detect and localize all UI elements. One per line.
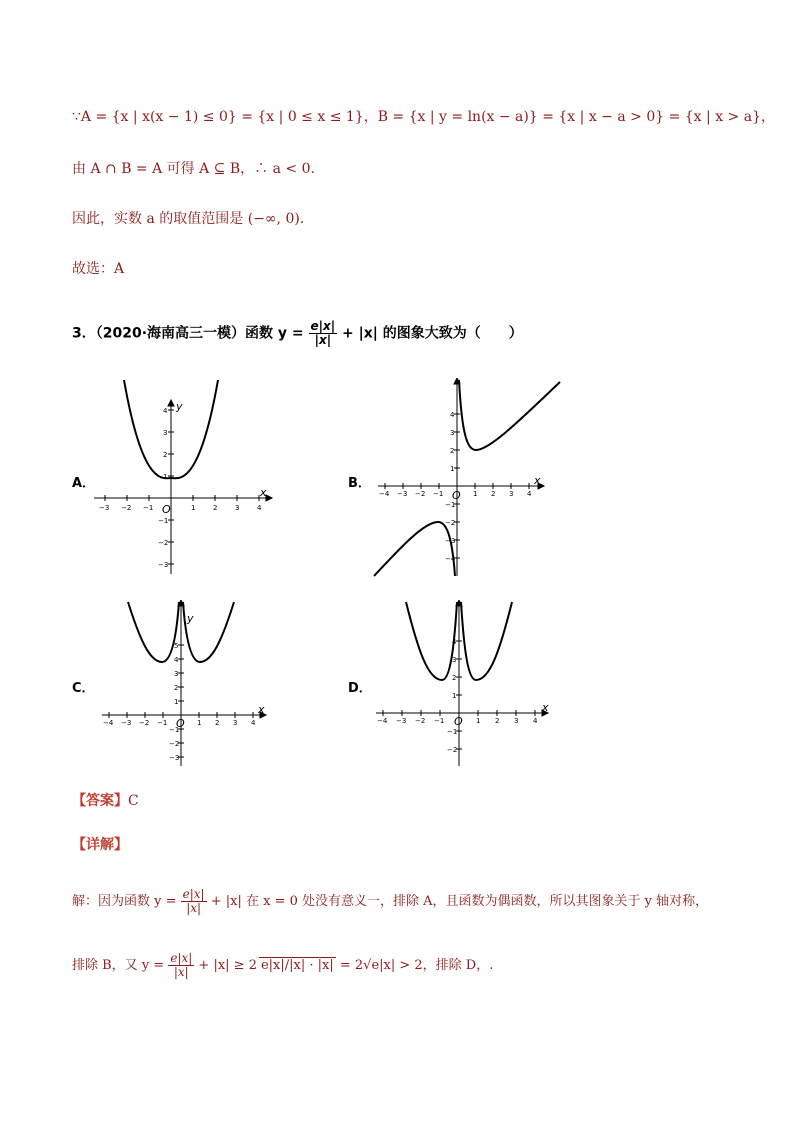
svg-text:2: 2 bbox=[213, 504, 218, 512]
svg-text:1: 1 bbox=[450, 465, 455, 473]
x-axis-label: x bbox=[260, 486, 267, 499]
svg-text:−2: −2 bbox=[121, 504, 132, 512]
option-c-label: C． bbox=[72, 681, 95, 696]
option-b-label: B． bbox=[348, 476, 371, 491]
detail-line-1-prefix: 解：因为函数 y = bbox=[72, 894, 181, 910]
svg-text:−3: −3 bbox=[169, 754, 180, 762]
svg-text:−2: −2 bbox=[415, 490, 426, 498]
svg-text:−1: −1 bbox=[447, 728, 458, 736]
x-axis-label: x bbox=[258, 703, 265, 716]
svg-text:2: 2 bbox=[495, 717, 500, 725]
fraction-denominator: |x| bbox=[186, 901, 202, 916]
answer-value: C bbox=[128, 793, 139, 809]
svg-text:3: 3 bbox=[235, 504, 240, 512]
svg-text:−4: −4 bbox=[377, 717, 388, 725]
answer-tag: 【答案】 bbox=[72, 793, 128, 809]
svg-text:3: 3 bbox=[233, 719, 238, 727]
origin-label: O bbox=[454, 715, 463, 728]
curve-right bbox=[183, 602, 234, 662]
svg-text:−1: −1 bbox=[434, 717, 445, 725]
svg-text:−4: −4 bbox=[103, 719, 114, 727]
curve-left bbox=[374, 522, 455, 576]
svg-text:−2: −2 bbox=[158, 539, 169, 547]
graph-option-d bbox=[372, 600, 562, 770]
svg-text:−4: −4 bbox=[445, 555, 456, 563]
svg-text:−1: −1 bbox=[157, 719, 168, 727]
svg-text:1: 1 bbox=[191, 504, 196, 512]
fraction-numerator: e|x| bbox=[182, 887, 205, 901]
svg-text:3: 3 bbox=[450, 429, 455, 437]
svg-text:−2: −2 bbox=[415, 717, 426, 725]
svg-text:−4: −4 bbox=[379, 490, 390, 498]
svg-text:−1: −1 bbox=[433, 490, 444, 498]
question-text-suffix: + |x| 的图象大致为（ ） bbox=[337, 325, 523, 342]
curve-left bbox=[128, 602, 179, 662]
svg-text:4: 4 bbox=[163, 407, 168, 415]
svg-text:2: 2 bbox=[215, 719, 220, 727]
detail-line-2-suffix: = 2√e|x| > 2，排除 D，. bbox=[335, 958, 494, 974]
svg-text:3: 3 bbox=[163, 429, 168, 437]
curve-left bbox=[406, 602, 457, 680]
detail-line-2 bbox=[72, 952, 493, 979]
svg-text:5: 5 bbox=[174, 642, 179, 650]
svg-text:−1: −1 bbox=[158, 517, 169, 525]
x-axis-label: x bbox=[542, 701, 549, 714]
svg-text:4: 4 bbox=[452, 638, 457, 646]
svg-text:4: 4 bbox=[527, 490, 532, 498]
graph-option-b bbox=[372, 378, 562, 578]
detail-sqrt-term: e|x|/|x| · |x| bbox=[260, 958, 334, 974]
svg-text:2: 2 bbox=[163, 451, 168, 459]
question-fraction bbox=[309, 320, 338, 347]
svg-text:3: 3 bbox=[514, 717, 519, 725]
fraction-denominator: |x| bbox=[173, 965, 189, 980]
detail-fraction-2 bbox=[168, 952, 194, 979]
svg-text:2: 2 bbox=[491, 490, 496, 498]
svg-text:3: 3 bbox=[509, 490, 514, 498]
svg-text:−3: −3 bbox=[99, 504, 110, 512]
solution-line-2: 由 A ∩ B = A 可得 A ⊆ B，∴ a < 0. bbox=[72, 161, 315, 177]
detail-line-1 bbox=[72, 888, 708, 915]
detail-tag: 【详解】 bbox=[72, 837, 128, 853]
svg-text:4: 4 bbox=[450, 411, 455, 419]
svg-text:−3: −3 bbox=[445, 537, 456, 545]
svg-text:4: 4 bbox=[257, 504, 262, 512]
fraction-denominator: |x| bbox=[314, 333, 332, 348]
svg-text:1: 1 bbox=[174, 698, 179, 706]
answer-line bbox=[72, 790, 139, 810]
svg-text:−1: −1 bbox=[445, 501, 456, 509]
question-text-prefix: 函数 y = bbox=[245, 325, 309, 342]
svg-text:1: 1 bbox=[163, 473, 168, 481]
svg-text:−3: −3 bbox=[397, 490, 408, 498]
origin-label: O bbox=[176, 717, 185, 730]
svg-text:4: 4 bbox=[251, 719, 256, 727]
svg-text:4: 4 bbox=[533, 717, 538, 725]
svg-text:−2: −2 bbox=[139, 719, 150, 727]
x-axis-arrow bbox=[266, 495, 272, 501]
x-axis-label: x bbox=[534, 474, 541, 487]
graph-option-a bbox=[88, 378, 278, 578]
origin-label: O bbox=[452, 489, 461, 502]
svg-text:−3: −3 bbox=[396, 717, 407, 725]
svg-text:3: 3 bbox=[174, 670, 179, 678]
svg-text:−3: −3 bbox=[158, 561, 169, 569]
question-stem bbox=[72, 320, 523, 347]
svg-text:2: 2 bbox=[450, 447, 455, 455]
origin-label: O bbox=[162, 503, 171, 516]
svg-text:1: 1 bbox=[476, 717, 481, 725]
detail-fraction-1 bbox=[181, 888, 207, 915]
graph-option-c bbox=[96, 600, 276, 770]
option-d-label: D． bbox=[348, 681, 372, 696]
svg-text:−3: −3 bbox=[121, 719, 132, 727]
svg-text:2: 2 bbox=[452, 674, 457, 682]
svg-text:−2: −2 bbox=[447, 746, 458, 754]
svg-text:−2: −2 bbox=[445, 519, 456, 527]
curve-right bbox=[461, 602, 512, 680]
svg-text:−2: −2 bbox=[169, 740, 180, 748]
curve-right bbox=[459, 380, 560, 450]
detail-line-2-prefix: 排除 B，又 y = bbox=[72, 958, 169, 974]
y-axis-label: y bbox=[187, 612, 194, 625]
question-number: 3． bbox=[72, 325, 96, 342]
solution-line-1: ∵A = {x | x(x − 1) ≤ 0} = {x | 0 ≤ x ≤ 1}，B = {x | y = ln(x − a)} = {x | x − a > 0} = {x | x > a}， bbox=[72, 109, 775, 125]
question-source: （2020·海南高三一模） bbox=[95, 325, 246, 342]
svg-text:1: 1 bbox=[197, 719, 202, 727]
fraction-numerator: e|x| bbox=[170, 951, 193, 965]
svg-text:1: 1 bbox=[452, 692, 457, 700]
svg-text:1: 1 bbox=[473, 490, 478, 498]
detail-line-1-suffix: + |x| 在 x = 0 处没有意义一，排除 A，且函数为偶函数，所以其图象关于 y 轴对称， bbox=[206, 894, 709, 910]
fraction-numerator: e|x| bbox=[310, 319, 336, 333]
svg-text:4: 4 bbox=[174, 656, 179, 664]
option-a-label: A． bbox=[72, 476, 96, 491]
y-axis-arrow bbox=[168, 400, 174, 406]
svg-text:−1: −1 bbox=[169, 726, 180, 734]
svg-text:2: 2 bbox=[174, 684, 179, 692]
svg-text:3: 3 bbox=[452, 656, 457, 664]
svg-text:−1: −1 bbox=[143, 504, 154, 512]
solution-line-3: 因此，实数 a 的取值范围是 (−∞, 0). bbox=[72, 211, 305, 227]
detail-line-2-mid: + |x| ≥ 2 bbox=[194, 958, 257, 974]
solution-line-4: 故选：A bbox=[72, 261, 125, 277]
y-axis-label: y bbox=[176, 400, 183, 413]
detail-heading bbox=[72, 834, 128, 854]
